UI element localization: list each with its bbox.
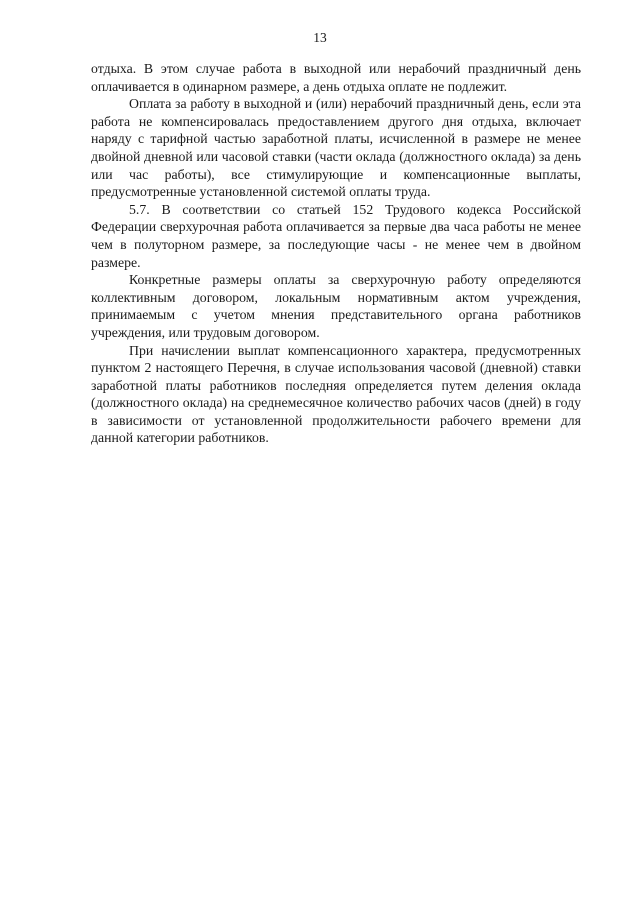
paragraph-holiday-pay: Оплата за работу в выходной и (или) нерабочий праздничный день, если эта работа не компенсировалась предоставлением другого дня отдыха, включает наряду с тарифной частью заработной платы, исчисленной в размере не менее двойной дневной или часовой ставки (части оклада (должностного оклада) за день или час работы), все стимулирующие и компенсационные выплаты, предусмотренные установленной системой оплаты труда.: [91, 96, 581, 200]
paragraph-overtime-article-152: 5.7. В соответствии со статьей 152 Трудового кодекса Российской Федерации сверхурочная работа оплачивается за первые два часа работы не менее чем в полуторном размере, за последующие часы - не менее чем в двойном размере.: [91, 201, 581, 270]
page-number: 13: [313, 30, 327, 45]
document-body: [91, 60, 581, 447]
paragraph-hourly-rate-calculation: При начислении выплат компенсационного характера, предусмотренных пунктом 2 настоящего Перечня, в случае использования часовой (дневной) ставки заработной платы работников последняя определяется путем деления оклада (должностного оклада) на среднемесячное количество рабочих часов (дней) в году в зависимости от установленной продолжительности рабочего времени для данной категории работников.: [91, 342, 581, 446]
paragraph-overtime-amounts: Конкретные размеры оплаты за сверхурочную работу определяются коллективным договором, локальным нормативным актом учреждения, принимаемым с учетом мнения представительного органа работников учреждения, или трудовым договором.: [91, 272, 581, 340]
paragraph-continuation: отдыха. В этом случае работа в выходной или нерабочий праздничный день оплачивается в одинарном размере, а день отдыха оплате не подлежит.: [91, 61, 581, 94]
